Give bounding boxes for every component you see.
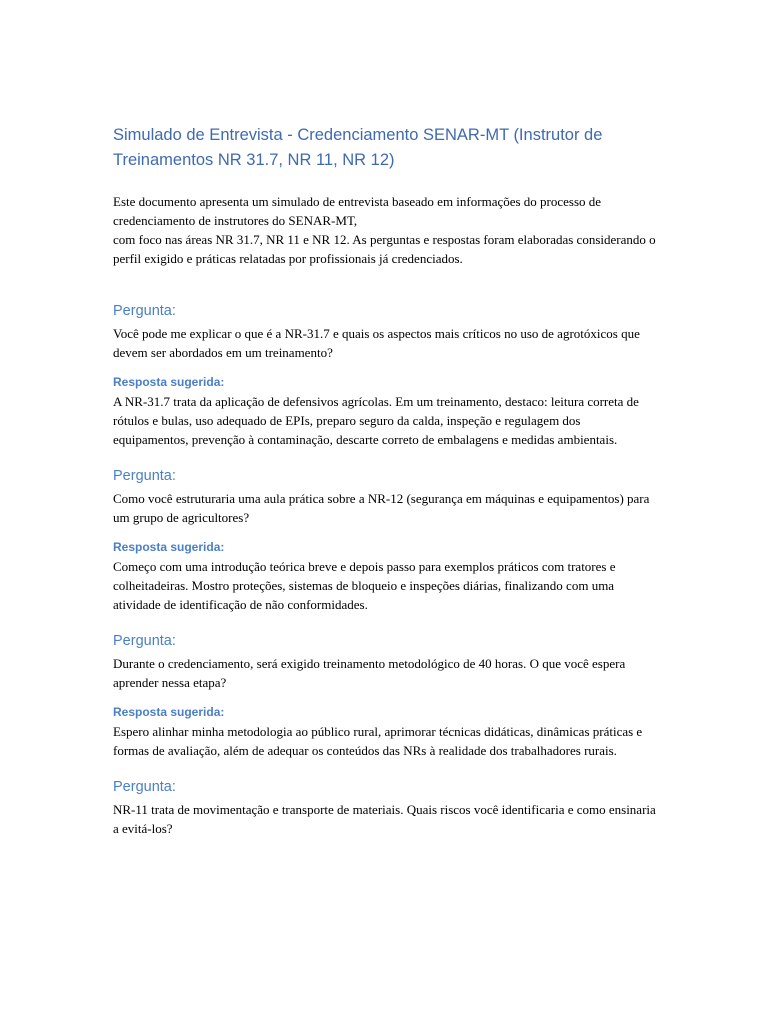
answer-text: Espero alinhar minha metodologia ao público rural, aprimorar técnicas didáticas, dinâmicas práticas e formas de avaliação, além de adequar os conteúdos das NRs à realidade dos trabalhadores rurais. [113, 724, 643, 758]
qa-block-4 [113, 778, 658, 838]
question-label: Pergunta: [113, 779, 176, 795]
question-text: Você pode me explicar o que é a NR-31.7 e quais os aspectos mais críticos no uso de agrotóxicos que devem ser abordados em um treinamento? [113, 326, 640, 360]
document-title: Simulado de Entrevista - Credenciamento SENAR-MT (Instrutor de Treinamentos NR 31.7, NR 11, NR 12) [113, 126, 603, 169]
answer-text: A NR-31.7 trata da aplicação de defensivos agrícolas. Em um treinamento, destaco: leitura correta de rótulos e bulas, uso adequado de EPIs, preparo seguro da calda, inspeção e regulagem dos equipamentos, prevenção à contaminação, descarte correto de embalagens e medidas ambientais. [113, 394, 639, 447]
question-label: Pergunta: [113, 303, 176, 319]
qa-block-3 [113, 632, 658, 760]
qa-block-1 [113, 302, 658, 449]
question-text: Como você estruturaria uma aula prática sobre a NR-12 (segurança em máquinas e equipamentos) para um grupo de agricultores? [113, 491, 650, 525]
question-label: Pergunta: [113, 633, 176, 649]
document-page [113, 123, 658, 856]
question-text: NR-11 trata de movimentação e transporte de materiais. Quais riscos você identificaria e como ensinaria a evitá-los? [113, 802, 656, 836]
qa-block-2 [113, 467, 658, 614]
intro-paragraph-2: com foco nas áreas NR 31.7, NR 11 e NR 12. As perguntas e respostas foram elaboradas considerando o perfil exigido e práticas relatadas por profissionais já credenciados. [113, 232, 656, 266]
answer-text: Começo com uma introdução teórica breve e depois passo para exemplos práticos com tratores e colheitadeiras. Mostro proteções, sistemas de bloqueio e inspeções diárias, finalizando com uma atividade de identificação de não conformidades. [113, 559, 616, 612]
question-text: Durante o credenciamento, será exigido treinamento metodológico de 40 horas. O que você espera aprender nessa etapa? [113, 656, 626, 690]
answer-label: Resposta sugerida: [113, 705, 225, 719]
answer-label: Resposta sugerida: [113, 540, 225, 554]
intro-paragraph-1: Este documento apresenta um simulado de entrevista baseado em informações do processo de credenciamento de instrutores do SENAR-MT, [113, 194, 602, 228]
intro-section [113, 192, 658, 268]
answer-label: Resposta sugerida: [113, 375, 225, 389]
question-label: Pergunta: [113, 468, 176, 484]
